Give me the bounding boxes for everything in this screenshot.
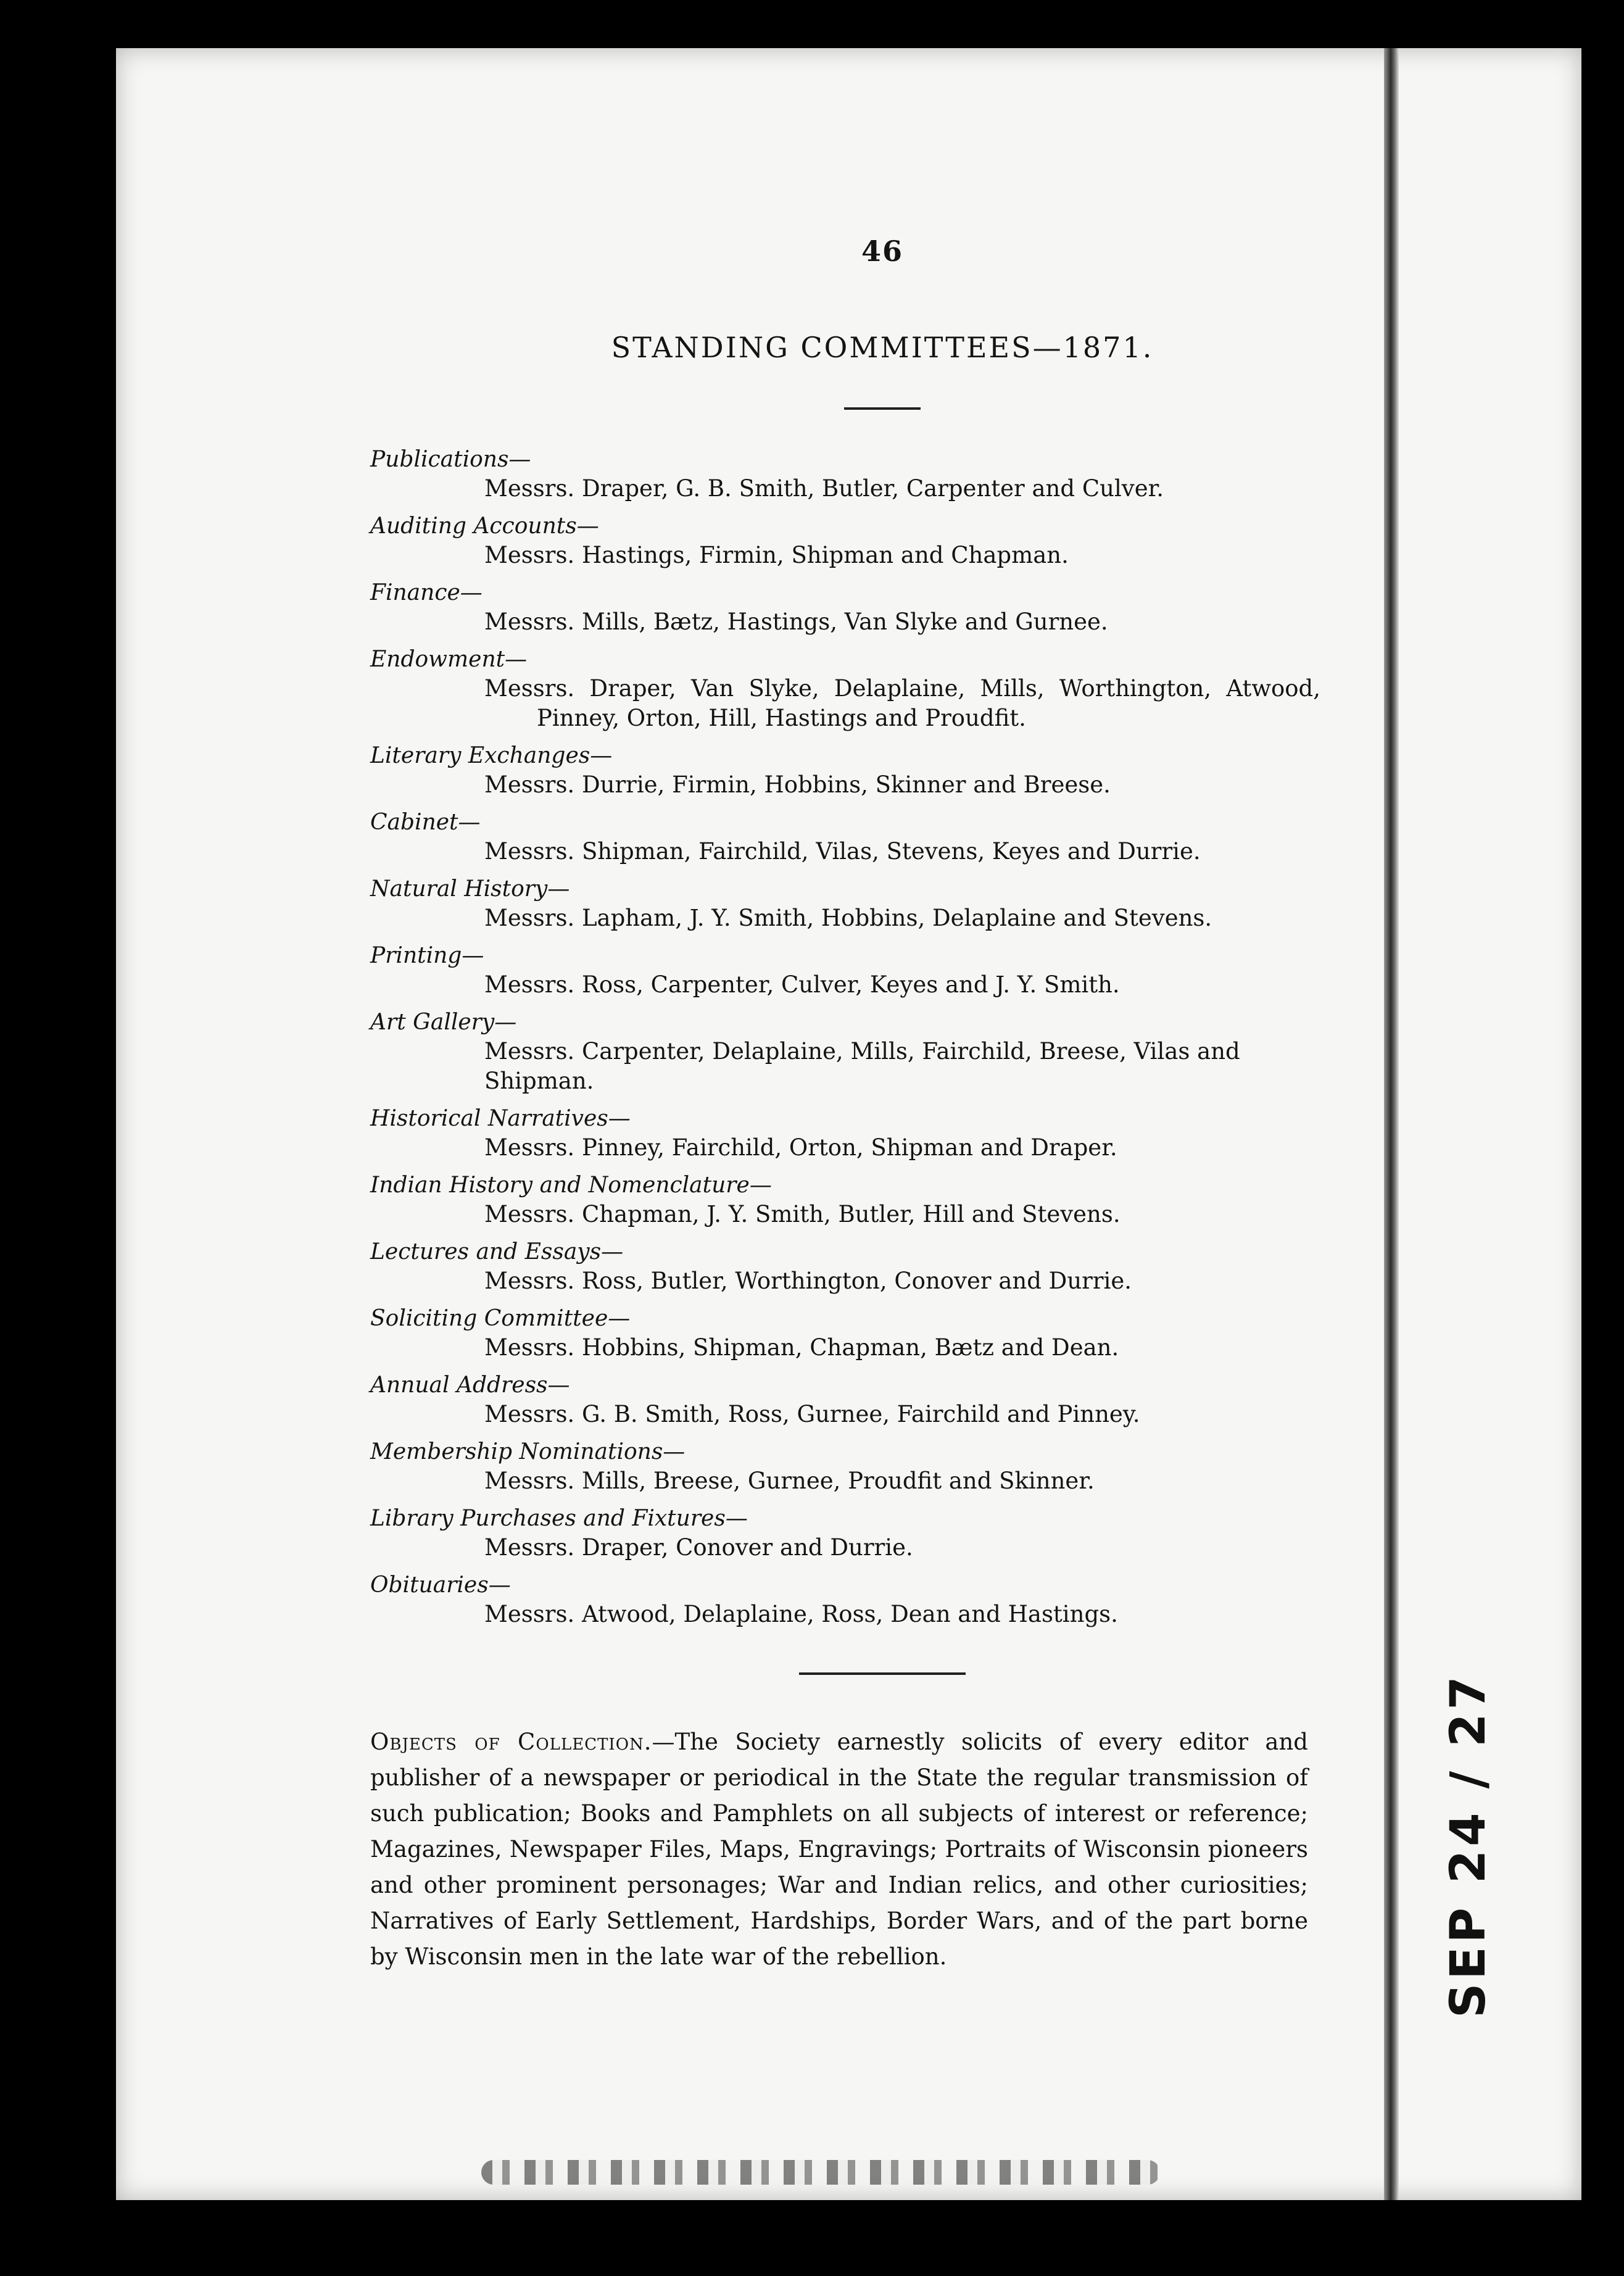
committee-name: Auditing Accounts— xyxy=(370,513,599,539)
committee-entry xyxy=(370,646,1320,733)
committee-name: Historical Narratives— xyxy=(370,1106,631,1131)
committee-entry xyxy=(370,875,1320,933)
committee-members: Messrs. Ross, Carpenter, Culver, Keyes and J. Y. Smith. xyxy=(484,971,1120,998)
committee-entry xyxy=(370,1171,1320,1229)
committee-entry xyxy=(370,1571,1320,1629)
committee-list xyxy=(370,446,1320,1629)
committee-members: Messrs. Mills, Breese, Gurnee, Proudfit and Skinner. xyxy=(484,1468,1095,1494)
committee-entry xyxy=(370,446,1320,504)
committee-entry xyxy=(370,1438,1320,1496)
committee-members: Messrs. Atwood, Delaplaine, Ross, Dean and Hastings. xyxy=(484,1601,1118,1627)
committee-name: Cabinet— xyxy=(370,810,481,835)
committee-members: Messrs. Draper, Conover and Durrie. xyxy=(484,1534,913,1561)
committee-name: Soliciting Committee— xyxy=(370,1306,631,1331)
committee-entry xyxy=(370,1505,1320,1563)
committee-entry xyxy=(370,942,1320,1000)
page-number: 46 xyxy=(861,235,903,268)
committee-members: Messrs. G. B. Smith, Ross, Gurnee, Fairchild and Pinney. xyxy=(484,1401,1140,1427)
collection-note-body: —The Society earnestly solicits of every editor and publisher of a newspaper or periodical in the State the regular transmission of such publication; Books and Pamphlets on all subjects of interest or reference; Magazines, Newspaper Files, Maps, Engravings; Portraits of Wisconsin pioneers and other prominent personages; War and Indian relics, and other curiosities; Narratives of Early Settlement, Hardships, Border Wars, and of the part borne by Wisconsin men in the late war of the rebellion. xyxy=(370,1729,1308,1970)
committee-members: Messrs. Pinney, Fairchild, Orton, Shipman and Draper. xyxy=(484,1134,1117,1161)
committee-name: Natural History— xyxy=(370,876,570,902)
committee-name: Art Gallery— xyxy=(370,1010,517,1035)
committee-entry xyxy=(370,1105,1320,1163)
committee-members: Messrs. Mills, Bætz, Hastings, Van Slyke and Gurnee. xyxy=(484,608,1108,635)
committee-name: Literary Exchanges— xyxy=(370,743,613,768)
committee-name: Lectures and Essays— xyxy=(370,1239,624,1265)
committee-entry xyxy=(370,808,1320,866)
committee-entry xyxy=(370,742,1320,800)
title-divider xyxy=(844,407,921,410)
committee-name: Publications— xyxy=(370,447,531,472)
committee-members: Messrs. Hobbins, Shipman, Chapman, Bætz and Dean. xyxy=(484,1334,1119,1361)
committee-members: Messrs. Draper, Van Slyke, Delaplaine, Mills, Worthington, Atwood, Pinney, Orton, Hill, Hastings and Proudfit. xyxy=(484,675,1320,731)
committee-entry xyxy=(370,512,1320,570)
committee-members: Messrs. Ross, Butler, Worthington, Conover and Durrie. xyxy=(484,1268,1132,1294)
committee-name: Annual Address— xyxy=(370,1373,570,1398)
committee-members: Messrs. Chapman, J. Y. Smith, Butler, Hill and Stevens. xyxy=(484,1201,1121,1227)
committee-members: Messrs. Draper, G. B. Smith, Butler, Carpenter and Culver. xyxy=(484,475,1164,502)
committee-entry xyxy=(370,1008,1320,1096)
footer-divider xyxy=(799,1672,966,1675)
committee-name: Indian History and Nomenclature— xyxy=(370,1173,772,1198)
committee-name: Printing— xyxy=(370,943,484,968)
collection-note-lead: Objects of Collection. xyxy=(370,1729,652,1755)
committee-name: Finance— xyxy=(370,580,483,605)
committee-members: Messrs. Lapham, J. Y. Smith, Hobbins, Delaplaine and Stevens. xyxy=(484,905,1212,931)
committee-name: Endowment— xyxy=(370,647,528,672)
collection-note xyxy=(370,1724,1308,1975)
committee-name: Obituaries— xyxy=(370,1572,511,1598)
committee-entry xyxy=(370,1238,1320,1296)
torn-bottom-edge xyxy=(481,2160,1160,2185)
committee-name: Membership Nominations— xyxy=(370,1439,686,1464)
date-stamp-text: SEP 24 / 27 xyxy=(1441,1672,1497,2018)
committee-members: Messrs. Shipman, Fairchild, Vilas, Stevens, Keyes and Durrie. xyxy=(484,838,1201,865)
committee-members: Messrs. Carpenter, Delaplaine, Mills, Fairchild, Breese, Vilas and Shipman. xyxy=(484,1038,1240,1094)
committee-name: Library Purchases and Fixtures— xyxy=(370,1506,748,1531)
date-stamp xyxy=(1419,1672,1518,2018)
committee-entry xyxy=(370,1371,1320,1429)
committee-members: Messrs. Durrie, Firmin, Hobbins, Skinner and Breese. xyxy=(484,771,1111,798)
committee-entry xyxy=(370,579,1320,637)
page-content xyxy=(370,235,1320,1975)
section-title: STANDING COMMITTEES—1871. xyxy=(611,331,1154,364)
committee-members: Messrs. Hastings, Firmin, Shipman and Chapman. xyxy=(484,542,1069,568)
page-binding-edge xyxy=(1384,48,1399,2200)
committee-entry xyxy=(370,1305,1320,1363)
